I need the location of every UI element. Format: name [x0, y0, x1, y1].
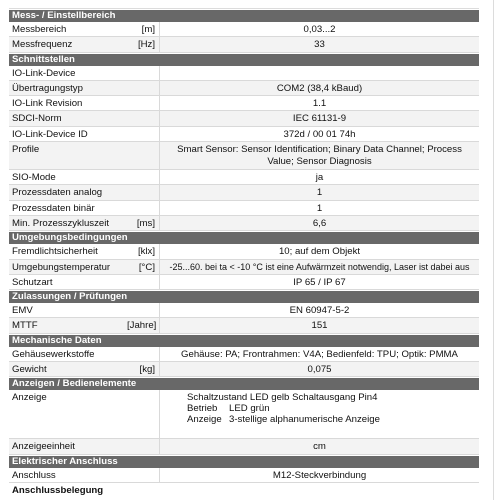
display-key: Betrieb [187, 403, 218, 415]
row-value: 0,03...2 [303, 24, 336, 35]
row-value [160, 390, 479, 438]
row-value: 151 [311, 320, 328, 332]
row-label: Umgebungstemperatur [12, 261, 111, 273]
row-unit [127, 303, 160, 317]
row-gewicht [9, 362, 479, 377]
row-profile [9, 142, 479, 170]
row-unit: [ms] [127, 216, 160, 230]
row-unit: [Hz] [127, 37, 160, 51]
row-value: 10; auf dem Objekt [278, 246, 361, 258]
row-label: SIO-Mode [12, 172, 56, 184]
row-value: 1 [316, 202, 323, 214]
row-messbereich [9, 22, 479, 37]
row-unit: [°C] [127, 260, 160, 274]
row-label: EMV [12, 305, 33, 317]
row-label: Gewicht [12, 364, 47, 376]
row-label: Anzeige [12, 392, 47, 404]
row-label: Messfrequenz [12, 39, 73, 51]
row-value: Gehäuse: PA; Frontrahmen: V4A; Bedienfeld: TPU; Optik: PMMA [181, 348, 458, 360]
row-value: ja [315, 172, 324, 184]
row-unit [127, 142, 160, 169]
row-sdci-norm [9, 111, 479, 126]
row-device-id [9, 127, 479, 142]
row-label: Profile [12, 144, 40, 156]
row-mttf [9, 318, 479, 333]
row-value: 6,6 [312, 217, 327, 229]
row-schutzart [9, 275, 479, 290]
row-label: IO-Link-Device [12, 67, 76, 79]
row-unit [127, 201, 160, 215]
row-unit [127, 66, 160, 80]
row-label: Fremdlichtsicherheit [12, 246, 98, 258]
display-value: 3-stellige alphanumerische Anzeige [229, 414, 380, 426]
row-unit: [m] [127, 22, 160, 36]
row-unit [127, 127, 160, 141]
row-unit: [klx] [127, 244, 160, 258]
row-value: Smart Sensor: Sensor Identification; Binary Data Channel; Process Value; Sensor Diagnosis [177, 144, 462, 167]
row-unit: [kg] [127, 362, 160, 376]
row-label: IO-Link-Device ID [12, 128, 88, 140]
row-label: Anschluss [12, 469, 56, 481]
row-iolink-device [9, 66, 479, 81]
row-value: -25...60. bei ta < -10 °C ist eine Aufwärmzeit notwendig, Laser ist dabei aus [169, 261, 470, 272]
row-gehaeusewerkstoffe [9, 347, 479, 362]
row-uebertragungstyp [9, 81, 479, 96]
row-label: Anzeigeeinheit [12, 441, 75, 453]
row-unit [127, 468, 160, 482]
section-header-mechanische-daten: Mechanische Daten [9, 335, 479, 347]
row-value: 0,075 [307, 364, 332, 376]
datasheet [9, 0, 479, 496]
row-value: IEC 61131-9 [292, 113, 347, 125]
page-edge [493, 0, 500, 500]
anschlussbelegung-heading: Anschlussbelegung [12, 484, 104, 496]
top-strip [9, 0, 479, 9]
row-value: cm [313, 441, 326, 453]
row-unit [127, 185, 160, 199]
display-key: Anzeige [187, 414, 222, 426]
row-anzeige [9, 390, 479, 439]
row-label: Min. Prozesszykluszeit [12, 217, 110, 229]
row-unit [127, 111, 160, 125]
display-line [187, 414, 476, 425]
row-value: 1 [316, 187, 323, 199]
row-label: IO-Link Revision [12, 98, 83, 110]
row-value: M12-Steckverbindung [272, 469, 367, 481]
row-anzeigeeinheit [9, 439, 479, 454]
row-unit: [Jahre] [127, 318, 160, 332]
row-prozessdaten-analog [9, 185, 479, 200]
row-unit [127, 439, 160, 453]
row-fremdlicht [9, 244, 479, 259]
display-line: Schaltzustand LED gelb Schaltausgang Pin4 [187, 392, 378, 404]
row-value: EN 60947-5-2 [289, 305, 350, 317]
section-header-anzeigen: Anzeigen / Bedienelemente [9, 378, 479, 390]
row-anschluss [9, 468, 479, 483]
row-label: Messbereich [12, 24, 67, 35]
row-unit [127, 170, 160, 184]
row-value: COM2 (38,4 kBaud) [276, 82, 363, 94]
row-label: SDCI-Norm [12, 113, 62, 125]
row-label: Gehäusewerkstoffe [12, 348, 95, 360]
row-prozessdaten-binaer [9, 201, 479, 216]
row-unit [127, 390, 160, 438]
row-value: 372d / 00 01 74h [283, 128, 356, 140]
section-header-schnittstellen: Schnittstellen [9, 54, 479, 66]
row-unit [127, 275, 160, 289]
row-value [160, 66, 479, 80]
row-unit [127, 347, 160, 361]
row-label: MTTF [12, 320, 38, 332]
section-header-umgebung: Umgebungsbedingungen [9, 232, 479, 244]
display-line [187, 403, 476, 414]
row-unit [127, 96, 160, 110]
section-header-zulassungen: Zulassungen / Prüfungen [9, 291, 479, 303]
row-label: Prozessdaten analog [12, 187, 103, 199]
row-messfrequenz [9, 37, 479, 52]
row-value: IP 65 / IP 67 [293, 276, 346, 288]
row-label: Prozessdaten binär [12, 202, 95, 214]
row-value: 1.1 [312, 98, 327, 110]
row-label: Übertragungstyp [12, 82, 83, 94]
row-unit [127, 81, 160, 95]
row-emv [9, 303, 479, 318]
row-label: Schutzart [12, 276, 53, 288]
row-umgebungstemperatur [9, 260, 479, 275]
display-value: LED grün [229, 403, 270, 415]
section-header-elektrischer-anschluss: Elektrischer Anschluss [9, 456, 479, 468]
section-header-mess: Mess- / Einstellbereich [9, 10, 479, 22]
row-sio-mode [9, 170, 479, 185]
row-iolink-revision [9, 96, 479, 111]
row-value: 33 [314, 39, 325, 51]
row-prozesszykluszeit [9, 216, 479, 231]
